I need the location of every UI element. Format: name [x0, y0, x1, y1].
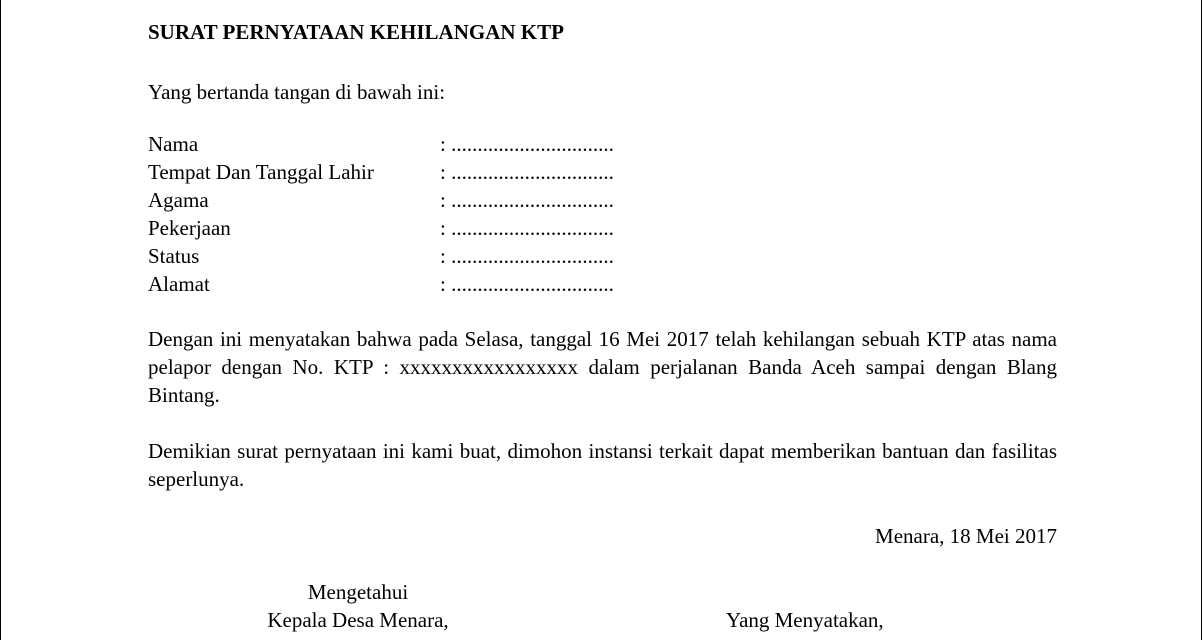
place-date: Menara, 18 Mei 2017: [875, 524, 1057, 548]
field-label: Agama: [148, 188, 209, 212]
field-row-tempat-tanggal-lahir: [148, 158, 748, 186]
document-content: [148, 18, 1057, 632]
field-value: : ...............................: [440, 132, 614, 156]
field-label: Nama: [148, 132, 199, 156]
sign-right-line1: Yang Menyatakan,: [726, 608, 884, 632]
identity-fields: [148, 130, 748, 298]
field-value: : ...............................: [440, 272, 614, 296]
field-value: : ...............................: [440, 160, 614, 184]
field-value: : ...............................: [440, 188, 614, 212]
statement-paragraph: Dengan ini menyatakan bahwa pada Selasa, tanggal 16 Mei 2017 telah kehilangan sebuah KTP atas nama pelapor dengan No. KTP : xxxxxxxxxxxxxxxxx dalam perjalanan Banda Aceh sampai dengan Blang Bintang.: [148, 327, 1057, 407]
field-label: Tempat Dan Tanggal Lahir: [148, 160, 374, 184]
field-label: Alamat: [148, 272, 210, 296]
signature-block-left: [238, 578, 478, 634]
field-row-nama: [148, 130, 748, 158]
intro-text: Yang bertanda tangan di bawah ini:: [148, 80, 446, 104]
field-label: Status: [148, 244, 200, 268]
field-row-alamat: [148, 270, 748, 298]
field-label: Pekerjaan: [148, 216, 231, 240]
document-title: SURAT PERNYATAAN KEHILANGAN KTP: [148, 20, 564, 44]
field-row-pekerjaan: [148, 214, 748, 242]
signature-block-right: [726, 606, 884, 634]
closing-paragraph: Demikian surat pernyataan ini kami buat, dimohon instansi terkait dapat memberikan bantuan dan fasilitas seperlunya.: [148, 439, 1057, 491]
field-value: : ...............................: [440, 244, 614, 268]
field-row-status: [148, 242, 748, 270]
sign-left-line1: Mengetahui: [307, 580, 409, 604]
field-value: : ...............................: [440, 216, 614, 240]
sign-left-line2: Kepala Desa Menara,: [267, 608, 449, 632]
field-row-agama: [148, 186, 748, 214]
